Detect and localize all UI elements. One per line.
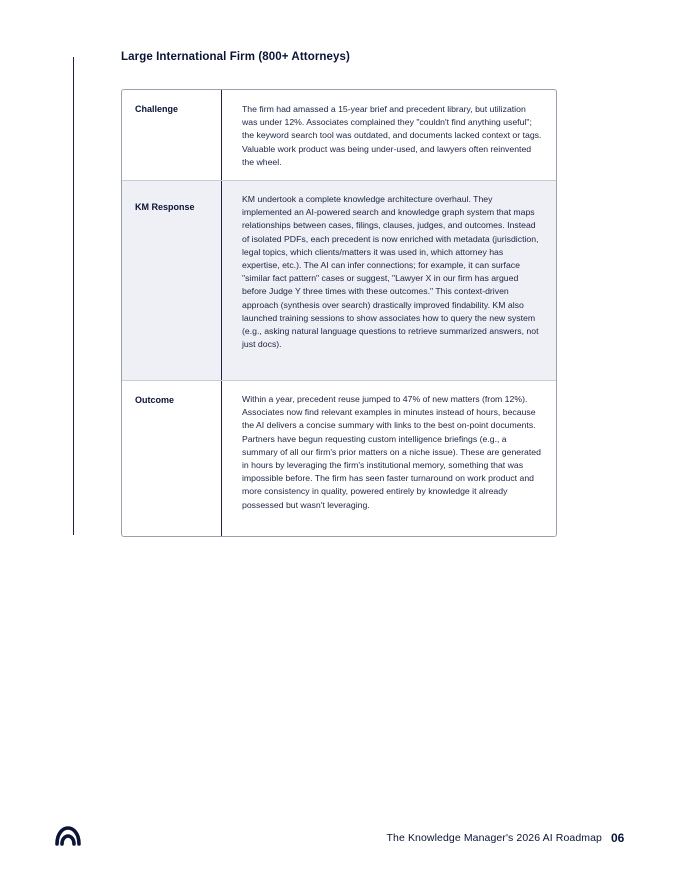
- table-row-km-response: [122, 180, 556, 380]
- row-text: Within a year, precedent reuse jumped to 47% of new matters (from 12%). Associates now find relevant examples in minutes instead of hours, because the AI delivers a concise summary with links to the best on-point documents. Partners have begun requesting custom intelligence briefings (e.g., a summary of all our firm's prior matters on a niche issue). These are generated in hours by leveraging the firm's institutional memory, something that was impossible before. The firm has seen faster turnaround on work product and more consistency in quality, powered entirely by knowledge it already possessed but wasn't leveraging.: [242, 394, 541, 510]
- infinity-loop-logo-icon: [54, 825, 82, 847]
- page-number: 06: [611, 831, 625, 845]
- section-heading: Large International Firm (800+ Attorneys): [121, 51, 350, 63]
- table-row-challenge: [122, 90, 556, 180]
- row-label: Challenge: [122, 90, 222, 180]
- table-row-outcome: [122, 380, 556, 536]
- left-margin-rule: [73, 57, 74, 535]
- row-text: KM undertook a complete knowledge architecture overhaul. They implemented an AI-powered search and knowledge graph system that maps relationships between cases, filings, clauses, judges, and outcomes. Instead of isolated PDFs, each precedent is now enriched with metadata (jurisdiction, legal topics, which clients/matters it was used in, which attorney has expertise, etc.). The AI can infer connections; for example, it can surface "similar fact pattern" cases or suggest, "Lawyer X in our firm has argued before Judge Y three times with these outcomes." This context-driven approach (synthesis over search) drastically improved findability. KM also launched training sessions to show associates how to query the new system (e.g., asking natural language questions to retrieve summarized answers, not just docs).: [242, 194, 539, 350]
- row-label: KM Response: [122, 181, 222, 380]
- case-study-table: [121, 89, 557, 537]
- row-label: Outcome: [122, 381, 222, 536]
- row-text: The firm had amassed a 15-year brief and precedent library, but utilization was under 12%. Associates complained they "couldn't find anything useful"; the keyword search tool was outdated, and documents lacked context or tags. Valuable work product was being under-used, and lawyers often reinvented the wheel.: [242, 104, 542, 167]
- footer-title: The Knowledge Manager's 2026 AI Roadmap: [386, 832, 602, 844]
